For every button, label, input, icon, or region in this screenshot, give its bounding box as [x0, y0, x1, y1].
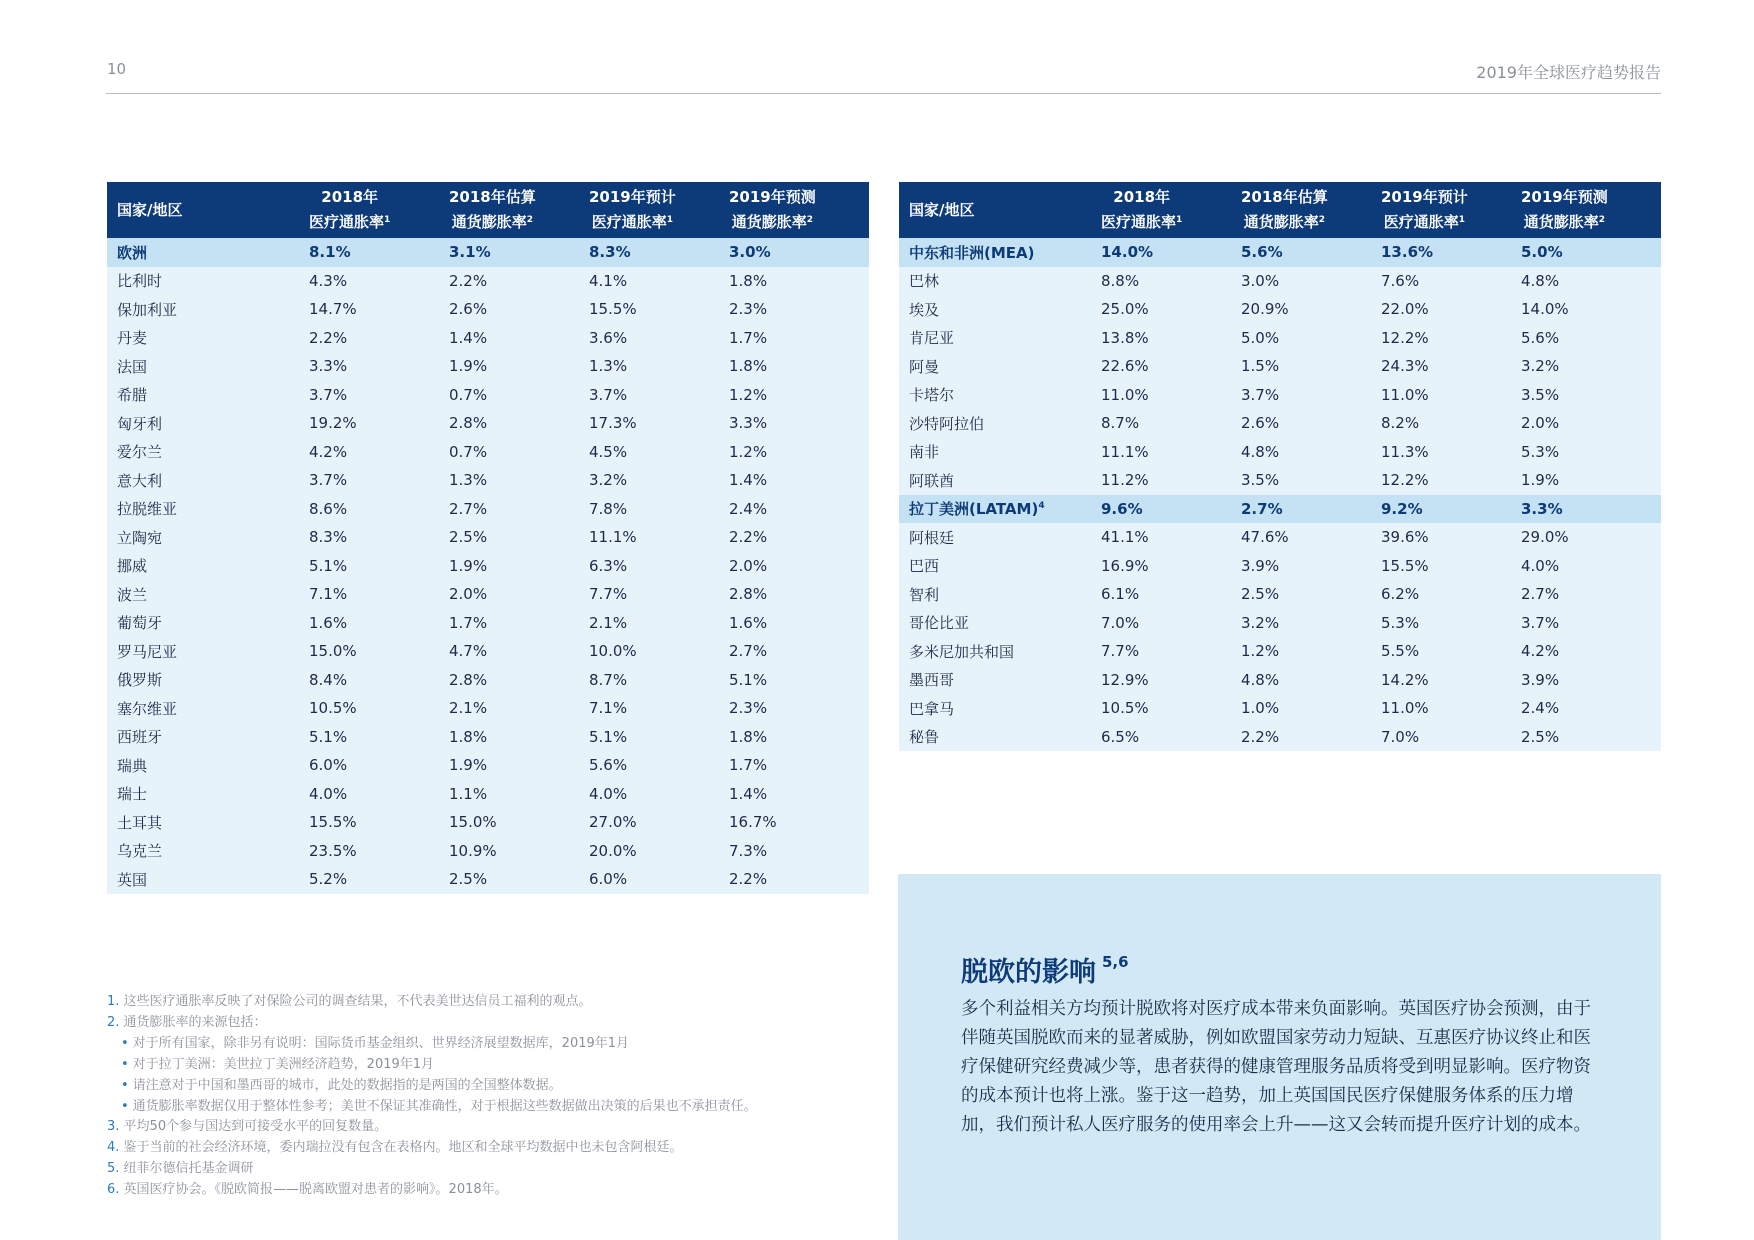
rate-cell: 4.8% — [1241, 670, 1280, 689]
rate-cell: 1.0% — [1241, 699, 1280, 718]
rate-cell: 2.6% — [1241, 414, 1280, 433]
rate-cell: 1.9% — [449, 556, 488, 575]
country-name: 波兰 — [117, 585, 148, 604]
table-row — [107, 609, 869, 638]
rate-cell: 14.2% — [1381, 670, 1429, 689]
rate-cell: 3.1% — [449, 238, 589, 267]
table-row — [899, 267, 1661, 296]
rate-cell: 4.0% — [589, 784, 628, 803]
col-header-2019-medical: 2019年预计 医疗通胀率$^1$ — [1381, 182, 1521, 238]
rate-cell: 5.1% — [729, 670, 768, 689]
table-row — [899, 580, 1661, 609]
rate-cell: 6.0% — [309, 756, 348, 775]
rate-cell: 1.6% — [729, 613, 768, 632]
rate-cell: 3.9% — [1241, 556, 1280, 575]
rate-cell: 19.2% — [309, 414, 357, 433]
country-name: 罗马尼亚 — [117, 642, 178, 661]
rate-cell: 3.2% — [1241, 613, 1280, 632]
country-name: 卡塔尔 — [909, 386, 955, 405]
rate-cell: 1.4% — [449, 328, 488, 347]
region-row — [899, 495, 1661, 524]
country-name: 多米尼加共和国 — [909, 642, 1015, 661]
rate-cell: 3.3% — [729, 414, 768, 433]
rate-cell: 6.1% — [1101, 585, 1140, 604]
region-row — [107, 238, 869, 267]
rate-cell: 5.1% — [309, 727, 348, 746]
footnote-subitem: • 对于所有国家，除非另有说明：国际货币基金组织、世界经济展望数据库，2019年1月 — [121, 1035, 630, 1051]
rate-cell: 5.3% — [1521, 442, 1560, 461]
table-row — [899, 723, 1661, 752]
rate-cell: 15.0% — [309, 642, 357, 661]
rate-cell: 7.0% — [1101, 613, 1140, 632]
rate-cell: 12.2% — [1381, 471, 1429, 490]
country-name: 中东和非洲(MEA) — [899, 238, 1101, 267]
col-header-2018-inflation: 2018年估算 通货膨胀率$^2$ — [1241, 182, 1381, 238]
country-name: 阿根廷 — [909, 528, 955, 547]
bullet-icon: • — [121, 1056, 129, 1072]
rate-cell: 2.2% — [729, 870, 768, 889]
mea-latam-inflation-table — [899, 182, 1661, 751]
footnote: 5. 纽菲尔德信托基金调研 — [107, 1161, 254, 1177]
rate-cell: 15.0% — [449, 813, 497, 832]
rate-cell: 2.2% — [1241, 727, 1280, 746]
table-row — [899, 381, 1661, 410]
rate-cell: 47.6% — [1241, 528, 1289, 547]
country-name: 法国 — [117, 357, 148, 376]
rate-cell: 2.2% — [449, 271, 488, 290]
rate-cell: 7.8% — [589, 499, 628, 518]
rate-cell: 10.9% — [449, 841, 497, 860]
brexit-footnote-ref: 5,6 — [1102, 953, 1129, 971]
country-name: 巴拿马 — [909, 699, 955, 718]
rate-cell: 20.0% — [589, 841, 637, 860]
rate-cell: 8.6% — [309, 499, 348, 518]
country-name: 塞尔维亚 — [117, 699, 178, 718]
rate-cell: 11.0% — [1381, 699, 1429, 718]
rate-cell: 3.7% — [1241, 385, 1280, 404]
rate-cell: 3.3% — [1521, 495, 1661, 524]
rate-cell: 15.5% — [309, 813, 357, 832]
rate-cell: 2.4% — [729, 499, 768, 518]
rate-cell: 5.5% — [1381, 642, 1420, 661]
rate-cell: 5.3% — [1381, 613, 1420, 632]
rate-cell: 2.8% — [449, 670, 488, 689]
rate-cell: 3.0% — [729, 238, 869, 267]
table-row — [107, 751, 869, 780]
rate-cell: 5.6% — [1241, 238, 1381, 267]
col-header-country: 国家/地区 — [899, 182, 1101, 238]
table-row — [899, 694, 1661, 723]
country-name: 丹麦 — [117, 329, 148, 348]
table-row — [107, 723, 869, 752]
rate-cell: 6.0% — [589, 870, 628, 889]
rate-cell: 2.0% — [449, 585, 488, 604]
footnotes — [107, 992, 847, 1201]
rate-cell: 15.5% — [1381, 556, 1429, 575]
rate-cell: 4.1% — [589, 271, 628, 290]
rate-cell: 9.6% — [1101, 495, 1241, 524]
rate-cell: 8.3% — [589, 238, 729, 267]
country-name: 肯尼亚 — [909, 329, 955, 348]
rate-cell: 11.2% — [1101, 471, 1149, 490]
col-header-2018-medical: 2018年 医疗通胀率$^1$ — [1101, 182, 1241, 238]
footnote: 4. 鉴于当前的社会经济环境，委内瑞拉没有包含在表格内。地区和全球平均数据中也未包含阿根廷。 — [107, 1140, 683, 1156]
rate-cell: 1.4% — [729, 471, 768, 490]
rate-cell: 15.5% — [589, 300, 637, 319]
table-row — [107, 267, 869, 296]
rate-cell: 2.5% — [1241, 585, 1280, 604]
rate-cell: 39.6% — [1381, 528, 1429, 547]
rate-cell: 1.8% — [729, 357, 768, 376]
rate-cell: 2.4% — [1521, 699, 1560, 718]
country-name: 立陶宛 — [117, 528, 163, 547]
rate-cell: 1.7% — [729, 756, 768, 775]
header-divider — [106, 93, 1661, 94]
rate-cell: 1.9% — [449, 357, 488, 376]
table-row — [107, 409, 869, 438]
rate-cell: 4.8% — [1521, 271, 1560, 290]
country-name: 瑞士 — [117, 785, 148, 804]
rate-cell: 3.7% — [309, 471, 348, 490]
col-header-2019-inflation: 2019年预测 通货膨胀率$^2$ — [729, 182, 869, 238]
rate-cell: 4.2% — [1521, 642, 1560, 661]
table-row — [899, 666, 1661, 695]
country-name: 保加利亚 — [117, 300, 178, 319]
rate-cell: 3.7% — [589, 385, 628, 404]
rate-cell: 10.0% — [589, 642, 637, 661]
country-name: 挪威 — [117, 557, 148, 576]
rate-cell: 20.9% — [1241, 300, 1289, 319]
rate-cell: 2.7% — [1241, 495, 1381, 524]
table-row — [899, 523, 1661, 552]
country-name: 葡萄牙 — [117, 614, 163, 633]
rate-cell: 13.8% — [1101, 328, 1149, 347]
rate-cell: 2.5% — [449, 870, 488, 889]
table-row — [899, 637, 1661, 666]
rate-cell: 14.0% — [1101, 238, 1241, 267]
brexit-body: 多个利益相关方均预计脱欧将对医疗成本带来负面影响。英国医疗协会预测，由于伴随英国脱欧而来的显著威胁，例如欧盟国家劳动力短缺、互惠医疗协议终止和医疗保健研究经费减少等，患者获得的健康管理服务品质将受到明显影响。医疗物资的成本预计也将上涨。鉴于这一趋势，加上英国国民医疗保健服务体系的压力增加，我们预计私人医疗服务的使用率会上升——这又会转而提升医疗计划的成本。 — [961, 999, 1591, 1135]
rate-cell: 2.7% — [449, 499, 488, 518]
table-row — [899, 609, 1661, 638]
table-row — [107, 837, 869, 866]
rate-cell: 3.2% — [589, 471, 628, 490]
rate-cell: 2.6% — [449, 300, 488, 319]
table-row — [107, 694, 869, 723]
rate-cell: 8.7% — [589, 670, 628, 689]
footnote: 3. 平均50个参与国达到可接受水平的回复数量。 — [107, 1119, 388, 1135]
rate-cell: 5.1% — [309, 556, 348, 575]
table-header-row — [899, 182, 1661, 238]
country-name: 阿联酋 — [909, 471, 955, 490]
rate-cell: 11.0% — [1381, 385, 1429, 404]
rate-cell: 5.6% — [589, 756, 628, 775]
footnote-subitem: • 对于拉丁美洲：美世拉丁美洲经济趋势，2019年1月 — [121, 1056, 435, 1072]
rate-cell: 16.9% — [1101, 556, 1149, 575]
rate-cell: 2.1% — [589, 613, 628, 632]
rate-cell: 2.2% — [309, 328, 348, 347]
rate-cell: 11.1% — [589, 528, 637, 547]
rate-cell: 1.8% — [449, 727, 488, 746]
rate-cell: 27.0% — [589, 813, 637, 832]
rate-cell: 0.7% — [449, 442, 488, 461]
footnote-subitem: • 请注意对于中国和墨西哥的城市，此处的数据指的是两国的全国整体数据。 — [121, 1077, 562, 1093]
rate-cell: 12.9% — [1101, 670, 1149, 689]
rate-cell: 7.7% — [589, 585, 628, 604]
rate-cell: 3.5% — [1241, 471, 1280, 490]
rate-cell: 2.7% — [729, 642, 768, 661]
rate-cell: 1.6% — [309, 613, 348, 632]
country-name: 土耳其 — [117, 813, 163, 832]
rate-cell: 1.9% — [449, 756, 488, 775]
col-header-2018-medical: 2018年 医疗通胀率$^1$ — [309, 182, 449, 238]
rate-cell: 1.4% — [729, 784, 768, 803]
country-name: 乌克兰 — [117, 842, 163, 861]
table-row — [899, 409, 1661, 438]
country-name: 巴西 — [909, 557, 940, 576]
rate-cell: 16.7% — [729, 813, 777, 832]
region-row — [899, 238, 1661, 267]
table-row — [107, 466, 869, 495]
footnote-subitem: • 通货膨胀率数据仅用于整体性参考；美世不保证其准确性，对于根据这些数据做出决策的后果也不承担责任。 — [121, 1098, 757, 1114]
country-name: 瑞典 — [117, 756, 148, 775]
brexit-title: 脱欧的影响 $^{5,6}$ — [961, 953, 1129, 988]
europe-inflation-table — [107, 182, 869, 894]
table-row — [107, 637, 869, 666]
table-row — [107, 324, 869, 353]
rate-cell: 5.0% — [1241, 328, 1280, 347]
brexit-impact-panel — [898, 874, 1661, 1240]
table-row — [107, 580, 869, 609]
rate-cell: 7.1% — [589, 699, 628, 718]
col-header-country: 国家/地区 — [107, 182, 309, 238]
rate-cell: 4.5% — [589, 442, 628, 461]
rate-cell: 1.5% — [1241, 357, 1280, 376]
rate-cell: 8.1% — [309, 238, 449, 267]
table-row — [107, 780, 869, 809]
rate-cell: 4.2% — [309, 442, 348, 461]
report-title: 2019年全球医疗趋势报告 — [1476, 63, 1661, 82]
rate-cell: 1.8% — [729, 727, 768, 746]
footnote: 2. 通货膨胀率的来源包括： — [107, 1014, 267, 1030]
table-row — [107, 523, 869, 552]
country-name: 智利 — [909, 585, 940, 604]
rate-cell: 4.0% — [309, 784, 348, 803]
rate-cell: 5.2% — [309, 870, 348, 889]
footnote: 6. 英国医疗协会。《脱欧简报——脱离欧盟对患者的影响》。2018年。 — [107, 1182, 508, 1198]
table-row — [107, 808, 869, 837]
rate-cell: 6.5% — [1101, 727, 1140, 746]
bullet-icon: • — [121, 1098, 129, 1114]
rate-cell: 4.3% — [309, 271, 348, 290]
table-row — [107, 495, 869, 524]
table-row — [107, 438, 869, 467]
rate-cell: 25.0% — [1101, 300, 1149, 319]
table-row — [899, 438, 1661, 467]
country-name: 希腊 — [117, 386, 148, 405]
col-header-2018-inflation: 2018年估算 通货膨胀率$^2$ — [449, 182, 589, 238]
rate-cell: 4.8% — [1241, 442, 1280, 461]
rate-cell: 23.5% — [309, 841, 357, 860]
country-name: 哥伦比亚 — [909, 614, 970, 633]
rate-cell: 2.8% — [449, 414, 488, 433]
country-name: 匈牙利 — [117, 414, 163, 433]
country-name: 拉丁美洲(LATAM)$^4$ — [899, 495, 1101, 524]
rate-cell: 4.7% — [449, 642, 488, 661]
rate-cell: 3.0% — [1241, 271, 1280, 290]
rate-cell: 3.7% — [309, 385, 348, 404]
rate-cell: 3.7% — [1521, 613, 1560, 632]
rate-cell: 8.3% — [309, 528, 348, 547]
country-name: 意大利 — [117, 471, 163, 490]
rate-cell: 13.6% — [1381, 238, 1521, 267]
rate-cell: 6.2% — [1381, 585, 1420, 604]
rate-cell: 2.0% — [1521, 414, 1560, 433]
rate-cell: 11.1% — [1101, 442, 1149, 461]
rate-cell: 17.3% — [589, 414, 637, 433]
rate-cell: 14.0% — [1521, 300, 1569, 319]
table-row — [107, 666, 869, 695]
table-row — [107, 552, 869, 581]
footnote: 1. 这些医疗通胀率反映了对保险公司的调查结果，不代表美世达信员工福利的观点。 — [107, 994, 592, 1009]
rate-cell: 7.0% — [1381, 727, 1420, 746]
rate-cell: 24.3% — [1381, 357, 1429, 376]
rate-cell: 2.2% — [729, 528, 768, 547]
rate-cell: 1.2% — [1241, 642, 1280, 661]
country-name: 沙特阿拉伯 — [909, 414, 985, 433]
country-name: 埃及 — [909, 300, 940, 319]
footnote-ref: 4 — [1038, 501, 1045, 512]
table-row — [107, 352, 869, 381]
rate-cell: 2.1% — [449, 699, 488, 718]
rate-cell: 2.8% — [729, 585, 768, 604]
rate-cell: 1.9% — [1521, 471, 1560, 490]
rate-cell: 2.0% — [729, 556, 768, 575]
rate-cell: 11.3% — [1381, 442, 1429, 461]
rate-cell: 3.3% — [309, 357, 348, 376]
table-row — [107, 295, 869, 324]
table-row — [107, 865, 869, 894]
col-header-2019-medical: 2019年预计 医疗通胀率$^1$ — [589, 182, 729, 238]
country-name: 秘鲁 — [909, 728, 940, 747]
bullet-icon: • — [121, 1035, 129, 1051]
country-name: 欧洲 — [107, 238, 309, 267]
rate-cell: 9.2% — [1381, 495, 1521, 524]
rate-cell: 1.7% — [449, 613, 488, 632]
table-row — [107, 381, 869, 410]
rate-cell: 1.8% — [729, 271, 768, 290]
rate-cell: 2.5% — [1521, 727, 1560, 746]
rate-cell: 6.3% — [589, 556, 628, 575]
rate-cell: 3.6% — [589, 328, 628, 347]
country-name: 西班牙 — [117, 728, 163, 747]
rate-cell: 7.1% — [309, 585, 348, 604]
rate-cell: 5.1% — [589, 727, 628, 746]
table-row — [899, 552, 1661, 581]
table-row — [899, 324, 1661, 353]
country-name: 英国 — [117, 870, 148, 889]
rate-cell: 10.5% — [309, 699, 357, 718]
rate-cell: 3.5% — [1521, 385, 1560, 404]
rate-cell: 8.4% — [309, 670, 348, 689]
table-row — [899, 466, 1661, 495]
rate-cell: 1.2% — [729, 385, 768, 404]
page-number: 10 — [107, 60, 127, 78]
rate-cell: 3.2% — [1521, 357, 1560, 376]
rate-cell: 10.5% — [1101, 699, 1149, 718]
country-name: 巴林 — [909, 272, 940, 291]
bullet-icon: • — [121, 1077, 129, 1093]
rate-cell: 8.8% — [1101, 271, 1140, 290]
table-row — [899, 352, 1661, 381]
table-header-row — [107, 182, 869, 238]
rate-cell: 11.0% — [1101, 385, 1149, 404]
rate-cell: 2.7% — [1521, 585, 1560, 604]
rate-cell: 7.6% — [1381, 271, 1420, 290]
rate-cell: 7.3% — [729, 841, 768, 860]
rate-cell: 14.7% — [309, 300, 357, 319]
country-name: 墨西哥 — [909, 671, 955, 690]
rate-cell: 3.9% — [1521, 670, 1560, 689]
rate-cell: 2.3% — [729, 300, 768, 319]
rate-cell: 2.5% — [449, 528, 488, 547]
rate-cell: 5.6% — [1521, 328, 1560, 347]
rate-cell: 2.3% — [729, 699, 768, 718]
rate-cell: 0.7% — [449, 385, 488, 404]
rate-cell: 4.0% — [1521, 556, 1560, 575]
rate-cell: 1.7% — [729, 328, 768, 347]
country-name: 阿曼 — [909, 357, 940, 376]
rate-cell: 1.2% — [729, 442, 768, 461]
country-name: 俄罗斯 — [117, 671, 163, 690]
col-header-2019-inflation: 2019年预测 通货膨胀率$^2$ — [1521, 182, 1661, 238]
rate-cell: 8.2% — [1381, 414, 1420, 433]
rate-cell: 1.3% — [589, 357, 628, 376]
rate-cell: 22.6% — [1101, 357, 1149, 376]
rate-cell: 29.0% — [1521, 528, 1569, 547]
rate-cell: 41.1% — [1101, 528, 1149, 547]
country-name: 爱尔兰 — [117, 443, 163, 462]
rate-cell: 22.0% — [1381, 300, 1429, 319]
country-name: 比利时 — [117, 272, 163, 291]
rate-cell: 1.1% — [449, 784, 488, 803]
rate-cell: 12.2% — [1381, 328, 1429, 347]
table-row — [899, 295, 1661, 324]
rate-cell: 8.7% — [1101, 414, 1140, 433]
country-name: 拉脱维亚 — [117, 500, 178, 519]
country-name: 南非 — [909, 443, 940, 462]
rate-cell: 7.7% — [1101, 642, 1140, 661]
rate-cell: 5.0% — [1521, 238, 1661, 267]
rate-cell: 1.3% — [449, 471, 488, 490]
